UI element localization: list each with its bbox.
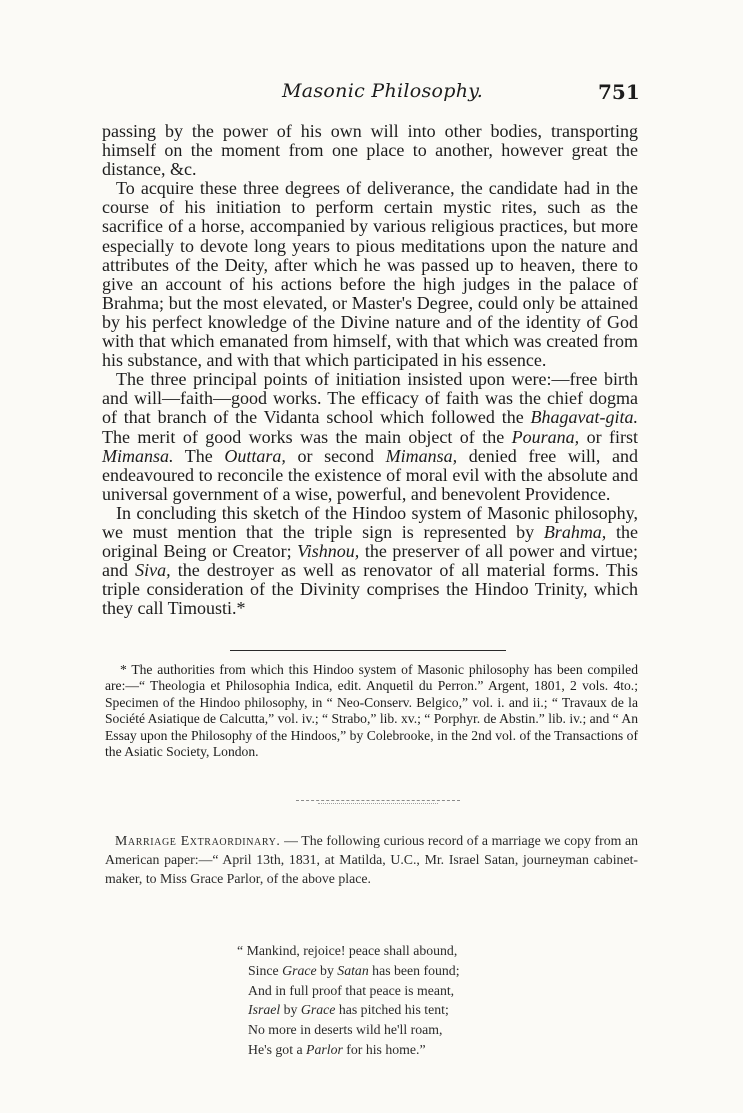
marriage-article <box>105 832 638 888</box>
paragraph-4 <box>102 504 638 619</box>
italic-term: Israel <box>248 1002 281 1018</box>
poem-line-3: And in full proof that peace is meant, <box>248 982 455 998</box>
text-run: has pitched his tent; <box>335 1002 449 1018</box>
poem-line-2 <box>232 961 460 981</box>
italic-term: Siva, <box>135 560 171 581</box>
footnote-divider <box>230 650 506 651</box>
italic-term: Parlor <box>306 1041 343 1057</box>
text-run: or first <box>579 426 638 447</box>
running-title: Masonic Philosophy. <box>282 80 484 102</box>
article-paragraph <box>105 832 638 888</box>
italic-term: Bhagavat-gita. <box>530 407 638 428</box>
italic-term: Vishnou, <box>297 541 360 562</box>
page-header <box>0 80 743 106</box>
text-run: has been found; <box>368 962 460 978</box>
italic-term: Mimansa, <box>385 445 458 466</box>
poem <box>232 941 460 1060</box>
poem-line-1: “ Mankind, rejoice! peace shall abound, <box>237 943 458 958</box>
paragraph-2: To acquire these three degrees of deliverance, the candidate had in the course of his initiation to perform certain mystic rites, such as the sacrifice of a horse, accompanied by various religious practices, but more especially to devote long years to pious meditations upon the nature and attributes of the Deity, after which he was passed up to heaven, there to give an account of his actions before the high judges in the palace of Brahma; but the most elevated, or Master's Degree, could only be attained by his perfect knowledge of the Divine nature and of the identity of God with that which emanated from himself, with that which was created from his substance, and with that which participated in his essence. <box>102 178 638 371</box>
italic-term: Brahma, <box>543 521 607 542</box>
paragraph-3 <box>102 370 638 504</box>
footnote-text: * The authorities from which this Hindoo system of Masonic philosophy has been compiled are:—“ Theologia et Philosophia Indica, edit. Anquetil du Perron.” Argent, 1801, 2 vols. 4to.; Specimen of the Hindoo philosophy, in “ Neo-Conserv. Belgico,” vol. i. and ii.; “ Travaux de la Société Asiatique de Calcutta,” vol. iv.; “ Strabo,” lib. xv.; “ Porphyr. de Abstin.” lib. iv.; and “ An Essay upon the Philosophy of the Hindoos,” by Colebrooke, in the 2nd vol. of the Transactions of the Asiatic Society, London. <box>105 662 638 760</box>
text-run: for his home.” <box>342 1041 426 1057</box>
page-number: 751 <box>598 80 640 104</box>
italic-term: Pourana, <box>511 426 580 447</box>
text-run: In concluding this sketch of the Hindoo system of Masonic philosophy, we must mention that the triple sign is represented by <box>102 502 638 542</box>
section-divider-ornament <box>318 803 438 804</box>
text-run: or second <box>285 445 386 466</box>
poem-line-6 <box>232 1040 460 1060</box>
poem-line-4 <box>232 1000 460 1020</box>
text-run: The three principal points of initiation insisted upon were:—free birth and will—faith—good works. The efficacy of faith was the chief dogma of that branch of the Vidanta school which followed the <box>102 369 638 428</box>
italic-term: Outtara, <box>224 445 286 466</box>
text-run: He's got a <box>248 1041 307 1057</box>
main-text <box>102 122 638 618</box>
text-run: The merit of good works was the main object of the <box>102 426 512 447</box>
text-run: by <box>280 1002 301 1018</box>
text-run: Since <box>248 962 283 978</box>
poem-line-5: No more in deserts wild he'll roam, <box>248 1022 443 1038</box>
section-divider <box>296 800 460 801</box>
paragraph-1: passing by the power of his own will into other bodies, transporting himself on the moment from one place to another, however great the distance, &c. <box>102 121 638 180</box>
text-run: the destroyer as well as renovator of all material forms. This triple consideration of the Divinity comprises the Hindoo Trinity, which they call Timousti.* <box>102 560 639 619</box>
text-run: by <box>316 962 338 978</box>
italic-term: Grace <box>300 1002 336 1018</box>
italic-term: Grace <box>282 962 317 978</box>
text-run: denied free will, and endeavoured to reconcile the existence of moral evil with the absolute and universal government of a wise, powerful, and benevolent Providence. <box>102 445 638 504</box>
article-heading: Marriage Extraordinary. <box>115 833 281 848</box>
article-body: — The following curious record of a marriage we copy from an American paper:—“ April 13th, 1831, at Matilda, U.C., Mr. Israel Satan, journeyman cabinet-maker, to Miss Grace Parlor, of the above place. <box>105 833 638 886</box>
footnote <box>105 662 638 760</box>
text-run: The <box>173 445 225 466</box>
italic-term: Satan <box>337 962 369 978</box>
text-run: the preserver of all power and virtue; and <box>102 541 639 581</box>
text-run: the original Being or Creator; <box>102 521 638 562</box>
italic-term: Mimansa. <box>102 445 174 466</box>
